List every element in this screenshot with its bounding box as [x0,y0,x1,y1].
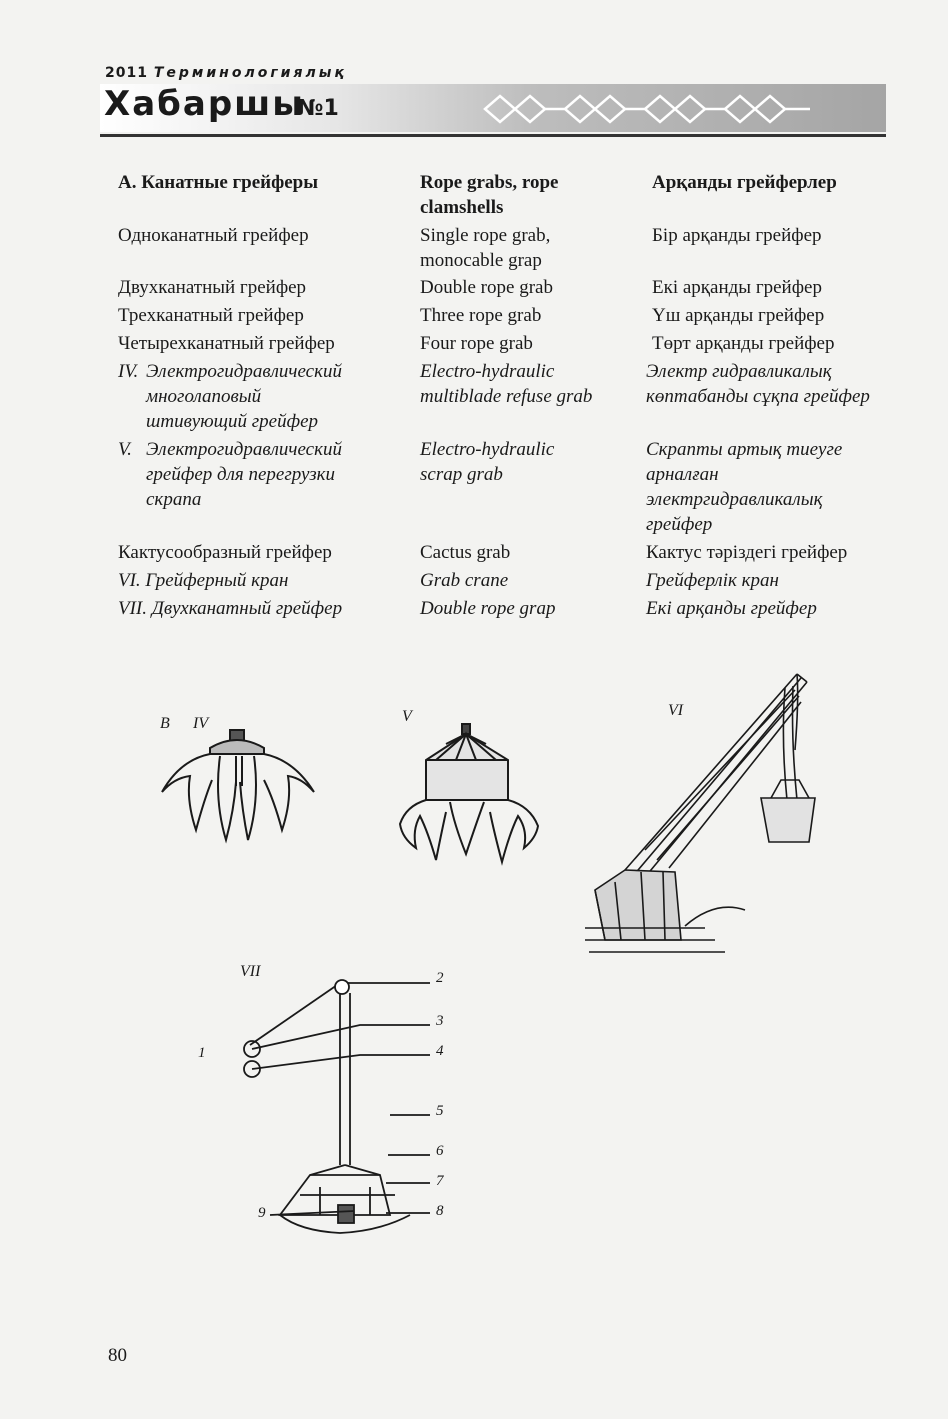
term-en: Four rope grab [420,333,533,354]
term-kz: Скрапты артық тиеуге арналған электргидравликалық грейфер [646,439,843,535]
figure-v-scrap-grab [390,720,560,880]
term-ru-text: Электрогидравлический грейфер для перегрузки скрапа [146,439,342,510]
term-kz: Кактус тәріздегі грейфер [646,542,848,563]
figure-label-b: В [160,715,170,732]
term-ru [118,359,388,434]
term-en: Single rope grab, monocable grap [420,225,551,271]
term-en: Electro-hydraulic multiblade refuse grab [420,361,593,407]
figure-vi-grab-crane [585,660,835,970]
page-header [0,0,948,150]
term-en: Cactus grab [420,542,511,563]
figure-label-iv: IV [193,715,209,732]
term-ru: А. Канатные грейферы [118,172,319,193]
term-ru: Трехканатный грейфер [118,305,304,326]
callout-5: 5 [436,1103,444,1119]
term-kz: Электр гидравликалық көптабанды сұқпа грейфер [646,361,870,407]
header-series [105,65,347,81]
ornament-pattern [480,88,840,130]
term-en: Three rope grab [420,305,542,326]
issue-number: №1 [297,96,339,121]
term-ru: VI. Грейферный кран [118,570,289,591]
callout-9: 9 [258,1205,266,1221]
callout-7: 7 [436,1173,444,1189]
callout-6: 6 [436,1143,444,1159]
figure-ref: V. [118,439,132,460]
term-en: Electro-hydraulic scrap grab [420,439,555,485]
term-ru: Кактусообразный грейфер [118,542,332,563]
term-kz: Бір арқанды грейфер [652,225,822,246]
term-en: Double rope grap [420,598,556,619]
term-en: Rope grabs, rope clamshells [420,172,559,218]
figure-iv-multiblade-grab [150,720,350,880]
term-ru: Одноканатный грейфер [118,225,309,246]
figure-label-vi: VI [668,702,684,719]
term-kz: Екі арқанды грейфер [652,277,822,298]
term-kz: Грейферлік кран [646,570,779,591]
header-rule [100,134,886,137]
figure-ref: IV. [118,361,139,382]
header-year: 2011 [105,65,148,81]
callout-4: 4 [436,1043,444,1059]
figure-label-vii: VII [240,963,261,980]
journal-title: Хабаршы [104,84,306,124]
term-kz: Екі арқанды грейфер [646,598,817,619]
term-ru: VII. Двухканатный грейфер [118,598,343,619]
term-kz: Үш арқанды грейфер [652,305,825,326]
term-ru-text: Электрогидравлический многолаповый штивующий грейфер [146,361,342,432]
term-kz: Арқанды грейферлер [652,172,837,193]
term-ru: Двухканатный грейфер [118,277,307,298]
callout-8: 8 [436,1203,444,1219]
header-series-name: Терминологиялық [153,65,347,81]
term-kz: Төрт арқанды грейфер [652,333,835,354]
figure-label-v: V [402,708,412,725]
callout-2: 2 [436,970,444,986]
term-ru [118,437,388,512]
term-ru: Четырехканатный грейфер [118,333,335,354]
term-en: Double rope grab [420,277,553,298]
callout-1: 1 [198,1045,206,1061]
callout-3: 3 [436,1013,444,1029]
page-number: 80 [108,1345,127,1366]
term-en: Grab crane [420,570,509,591]
